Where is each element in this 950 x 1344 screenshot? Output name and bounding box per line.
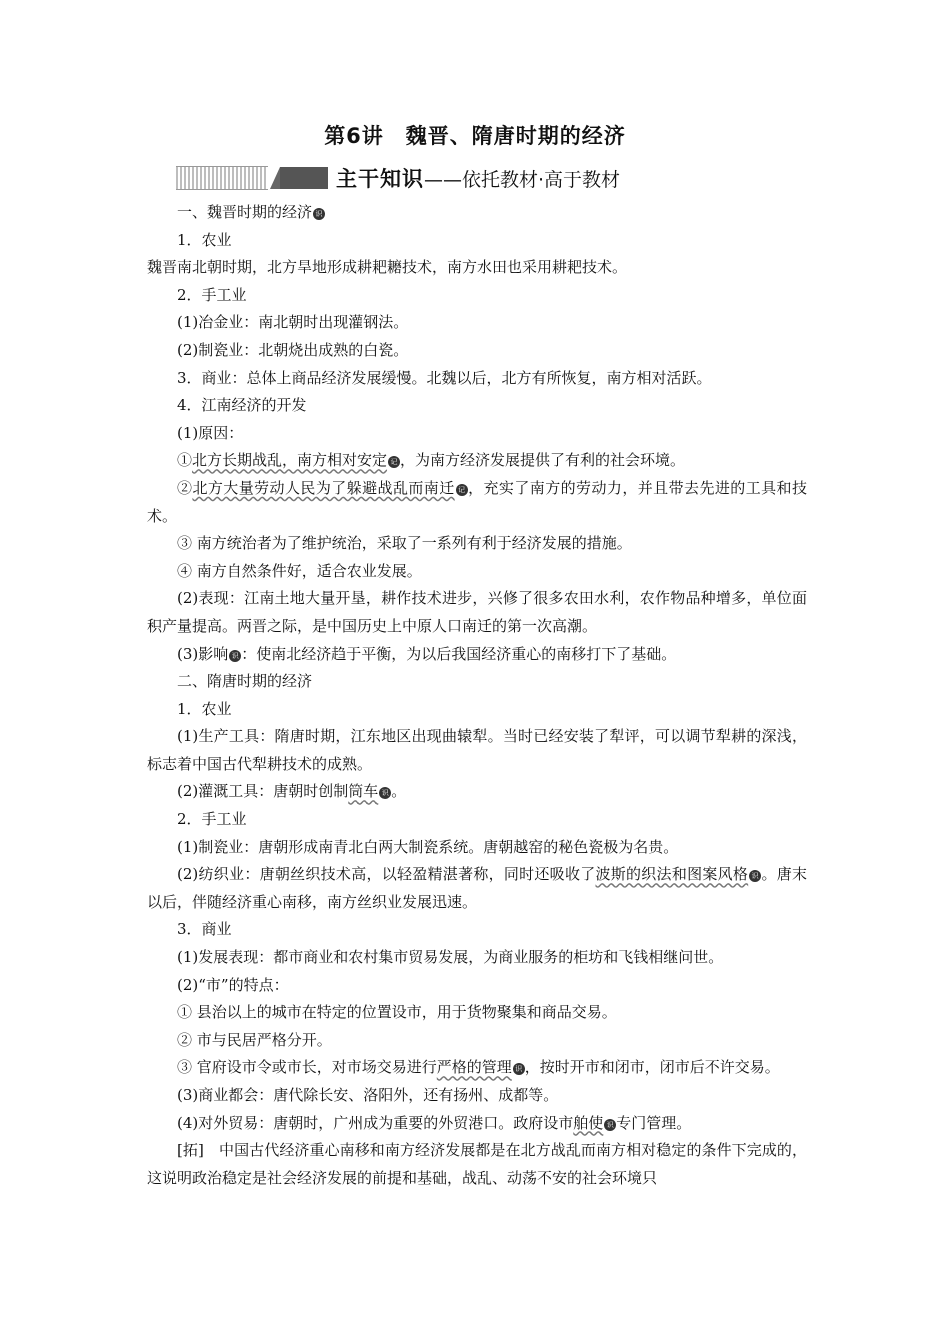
banner-main-label: 主干知识 <box>336 167 424 191</box>
underlined-text: 北方长期战乱，南方相对安定 <box>192 451 388 470</box>
paragraph: (4)对外贸易：唐朝时，广州成为重要的外贸港口。政府设市舶使 识 专门管理。 <box>177 1113 692 1132</box>
underlined-text: 波斯的织法和图案风格 <box>595 865 749 884</box>
knowledge-mark-icon: 识 <box>604 1119 616 1131</box>
list-item: ① 县治以上的城市在特定的位置设市，用于货物聚集和商品交易。 <box>177 1003 617 1022</box>
paragraph: (1)生产工具：隋唐时期，江东地区出现曲辕犁。当时已经安装了犁评，可以调节犁耕的深浅，标志着中国古代犁耕技术的成熟。 <box>147 727 807 773</box>
underlined-text: 筒车 <box>348 782 379 801</box>
knowledge-mark-icon: 识 <box>313 208 325 220</box>
banner-stripes-decoration <box>176 166 268 190</box>
paragraph: (2)制瓷业：北朝烧出成熟的白瓷。 <box>177 340 409 359</box>
list-item: ③ 南方统治者为了维护统治，采取了一系列有利于经济发展的措施。 <box>177 534 632 553</box>
section-heading: 二、隋唐时期的经济 <box>177 672 313 691</box>
knowledge-mark-icon: 识 <box>749 870 761 882</box>
list-item: ③ 官府设市令或市长，对市场交易进行严格的管理 识 ，按时开市和闭市，闭市后不许交易。 <box>177 1058 780 1077</box>
knowledge-mark-icon: 识 <box>379 787 391 799</box>
subheading: 2．手工业 <box>177 285 247 304</box>
subheading: 3．商业 <box>177 920 232 939</box>
paragraph: (1)发展表现：都市商业和农村集市贸易发展，为商业服务的柜坊和飞钱相继问世。 <box>177 948 724 967</box>
underlined-text: 舶使 <box>573 1113 604 1132</box>
memory-mark-icon: 记 <box>456 484 468 496</box>
list-item: ④ 南方自然条件好，适合农业发展。 <box>177 561 422 580</box>
paragraph: (1)原因： <box>177 423 244 442</box>
paragraph: 3．商业：总体上商品经济发展缓慢。北魏以后，北方有所恢复，南方相对活跃。 <box>177 368 712 387</box>
knowledge-mark-icon: 识 <box>229 650 241 662</box>
knowledge-mark-icon: 识 <box>513 1063 525 1075</box>
banner-block-decoration <box>280 167 328 189</box>
paragraph: (2)纺织业：唐朝丝织技术高，以轻盈精湛著称，同时还吸收了波斯的织法和图案风格 识 。唐末以后，伴随经济重心南移，南方丝织业发展迅速。 <box>147 865 807 911</box>
paragraph: (1)冶金业：南北朝时出现灌钢法。 <box>177 313 409 332</box>
paragraph: (1)制瓷业：唐朝形成南青北白两大制瓷系统。唐朝越窑的秘色瓷极为名贵。 <box>177 837 679 856</box>
subheading: 1．农业 <box>177 699 232 718</box>
paragraph: (3)影响 识 ：使南北经济趋于平衡，为以后我国经济重心的南移打下了基础。 <box>177 644 677 663</box>
paragraph: 魏晋南北朝时期，北方旱地形成耕耙耱技术，南方水田也采用耕耙技术。 <box>147 258 628 277</box>
banner-slash-decoration <box>270 167 280 189</box>
list-item: ② 市与民居严格分开。 <box>177 1030 332 1049</box>
list-item: ①北方长期战乱，南方相对安定 记 ，为南方经济发展提供了有利的社会环境。 <box>177 451 686 470</box>
extension-note: [拓] 中国古代经济重心南移和南方经济发展都是在北方战乱而南方相对稳定的条件下完成的，这说明政治稳定是社会经济发展的前提和基础，战乱、动荡不安的社会环境只 <box>147 1141 807 1187</box>
memory-mark-icon: 记 <box>388 456 400 468</box>
lesson-title: 第6讲 魏晋、隋唐时期的经济 <box>324 124 626 148</box>
banner-sub-label: ——依托教材·高于教材 <box>424 168 621 191</box>
paragraph: (2)“市”的特点： <box>177 975 289 994</box>
underlined-text: 北方大量劳动人民为了躲避战乱而南迁 <box>192 478 455 497</box>
list-item: ②北方大量劳动人民为了躲避战乱而南迁 记 ，充实了南方的劳动力，并且带去先进的工具和技术。 <box>147 478 807 525</box>
paragraph: (3)商业都会：唐代除长安、洛阳外，还有扬州、成都等。 <box>177 1086 559 1104</box>
subheading: 2．手工业 <box>177 810 247 829</box>
section-heading: 一、魏晋时期的经济 识 <box>147 199 807 227</box>
paragraph: (2)表现：江南土地大量开垦，耕作技术进步，兴修了很多农田水利，农作物品种增多，单位面积产量提高。两晋之际，是中国历史上中原人口南迁的第一次高潮。 <box>147 589 807 635</box>
subheading: 1．农业 <box>177 230 232 249</box>
document-body <box>147 199 807 1192</box>
section-banner <box>176 164 620 192</box>
underlined-text: 严格的管理 <box>436 1058 512 1077</box>
subheading: 4．江南经济的开发 <box>177 396 307 415</box>
paragraph: (2)灌溉工具：唐朝时创制筒车 识 。 <box>177 782 407 801</box>
